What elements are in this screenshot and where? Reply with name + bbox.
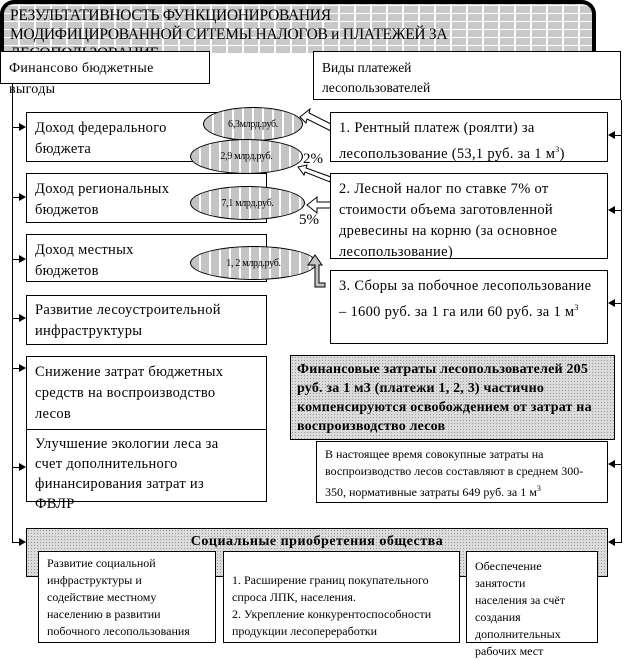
arrow-left-icon — [608, 538, 615, 546]
arrow-right-icon — [19, 123, 26, 131]
social-item-infrastructure — [38, 551, 216, 643]
social-item-demand-text: 1. Расширение границ покупательного спроса ЛПК, населения. 2. Укрепление конкурентоспособности продукции лесопереработки — [232, 573, 432, 638]
arrow-right-icon — [19, 364, 26, 372]
financial-costs-box — [290, 355, 615, 440]
arrow-left-icon — [608, 299, 615, 307]
arrow-right-icon — [19, 463, 26, 471]
left-connector-line — [12, 83, 13, 543]
right-header — [313, 51, 621, 100]
benefit-cost-reduction-text: Снижение затрат бюджетных средств на воспроизводство лесов — [35, 364, 224, 422]
ellipse-regional-1-text: 2,9 млрд.руб. — [220, 151, 273, 162]
benefit-infrastructure — [26, 295, 267, 345]
payment-rent-tail: ) — [559, 145, 565, 162]
title-line-2: МОДИФИЦИРОВАННОЙ СИТЕМЫ НАЛОГОВ и ПЛАТЕЖЕЙ ЗА — [10, 26, 448, 43]
benefit-federal-text: Доход федерального бюджета — [35, 120, 167, 157]
percent-label-5: 5% — [299, 212, 319, 228]
ellipse-federal-text: 6,3млрд.руб. — [228, 118, 278, 130]
payment-forest-tax-text: 2. Лесной налог по ставке 7% от стоимости объема заготовленной древесины на корню (за основное лесопользование) — [339, 181, 558, 260]
arrow-right-icon — [19, 255, 26, 263]
social-item-infrastructure-text: Развитие социальной инфраструктуры и содействие местному населению в развитии побочного лесопользования — [47, 556, 190, 638]
payment-rent — [330, 112, 608, 162]
left-header — [0, 51, 210, 97]
social-item-employment — [466, 551, 598, 658]
arrow-left-icon — [608, 206, 615, 214]
title-line-1: РЕЗУЛЬТАТИВНОСТЬ ФУНКЦИОНИРОВАНИЯ — [10, 7, 331, 24]
ellipse-regional-amount-2 — [190, 186, 305, 220]
current-costs-box — [316, 441, 608, 503]
payment-side-fees — [330, 270, 608, 344]
payment-forest-tax — [330, 173, 608, 259]
current-costs-text: В настоящее время совокупные затраты на воспроизводство лесов составляют в среднем 300-350, нормативные затраты 649 руб. за 1 м — [325, 447, 584, 499]
ellipse-federal-amount — [203, 107, 303, 141]
benefit-regional-text: Доход региональных бюджетов — [35, 181, 170, 218]
social-benefits-title: Социальные приобретения общества — [190, 534, 444, 549]
arrow-right-icon — [19, 193, 26, 201]
right-header-text: Виды платежей лесопользователей — [322, 60, 431, 95]
arrow-right-icon — [19, 538, 26, 546]
ellipse-regional-amount-1 — [190, 139, 303, 174]
percent-label-2: 2% — [303, 151, 323, 167]
benefit-local-text: Доход местных бюджетов — [35, 242, 134, 279]
arrow-left-icon — [608, 460, 615, 468]
right-connector-line — [621, 100, 622, 543]
benefit-cost-reduction — [26, 356, 267, 430]
superscript: 3 — [555, 145, 560, 154]
social-item-employment-text: Обеспечение занятости населения за счёт создания дополнительных рабочих мест — [475, 559, 565, 658]
ellipse-regional-2-text: 7,1 млрд.руб. — [221, 197, 274, 209]
benefit-ecology-text: Улучшение экологии леса за счет дополнительного финансирования затрат из ФВЛР — [35, 436, 219, 512]
left-header-text: Финансово бюджетные выгоды — [9, 61, 154, 97]
payment-rent-text: 1. Рентный платеж (роялти) за лесопользование (53,1 руб. за 1 м — [339, 120, 556, 162]
ellipse-local-text: 1, 2 млрд.руб. — [226, 257, 281, 269]
payment-side-fees-text: 3. Сборы за побочное лесопользование – 1600 руб. за 1 га или 60 руб. за 1 м — [339, 278, 592, 320]
arrow-left-icon — [608, 131, 615, 139]
block-arrows — [295, 105, 335, 295]
block-arrow-icon — [300, 109, 333, 131]
benefit-ecology — [26, 429, 267, 512]
arrow-right-icon — [19, 314, 26, 322]
title-banner — [0, 0, 596, 54]
benefit-infrastructure-text: Развитие лесоустроительной инфраструктуры — [35, 302, 221, 339]
block-arrow-icon — [308, 255, 325, 287]
superscript: 3 — [574, 303, 579, 312]
financial-costs-text: Финансовые затраты лесопользователей 205 руб. за 1 м3 (платежи 1, 2, 3) частично компенсируются освобождением от затрат на воспроизводство лесов — [297, 362, 592, 434]
superscript: 3 — [536, 484, 541, 493]
social-item-demand — [223, 551, 460, 643]
